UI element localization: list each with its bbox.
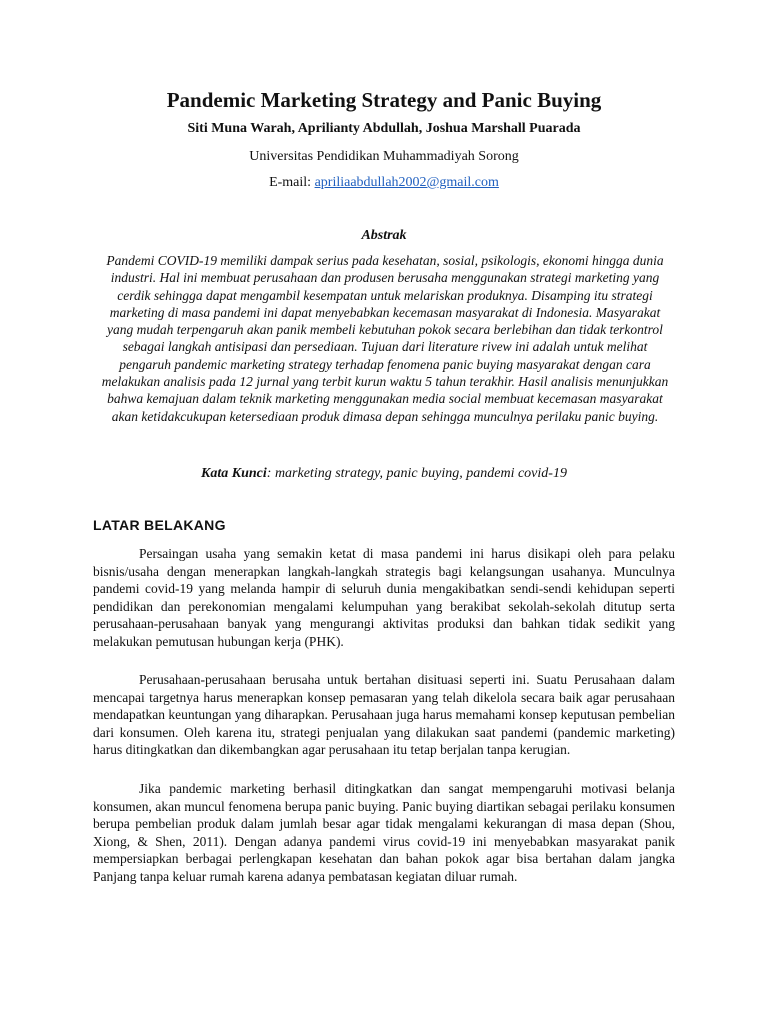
body-paragraph <box>93 545 675 651</box>
paragraph-text: Persaingan usaha yang semakin ketat di masa pandemi ini harus disikapi oleh para pelaku bisnis/usaha dengan menerapkan langkah-langkah strategis bagi kelangsungan usahanya. Munculnya pandemi covid-19 yang melanda hampir di seluruh dunia mengakibatkan sendi-sendi kehidupan seperti pendidikan dan perekonomian mengalami kelumpuhan yang berakibat sekolah-sekolah ditutup serta perusahaan-perusahaan banyak yang mengurangi aktivitas produksi dan bahkan tidak sedikit yang melakukan pemutusan hubungan kerja (PHK). <box>93 546 675 649</box>
keywords-text: : marketing strategy, panic buying, pandemi covid-19 <box>266 466 567 481</box>
abstract-body: Pandemi COVID-19 memiliki dampak serius pada kesehatan, sosial, psikologis, ekonomi hingga dunia industri. Hal ini membuat perusahaan dan produsen berusaha menggunakan strategi marketing yang cerdik sehingga dapat mengambil kesempatan untuk melariskan produknya. Disamping itu strategi marketing di masa pandemi ini dapat menyebabkan kecemasan masyarakat di Indonesia. Masyarakat yang mudah terpengaruh akan panik membeli kebutuhan pokok secara berlebihan dan tidak terkontrol sebagai langkah antisipasi dan persediaan. Tujuan dari literature rivew ini adalah untuk melihat pengaruh pandemic marketing strategy terhadap fenomena panic buying masyarakat dengan cara melakukan analisis pada 12 jurnal yang terbit kurun waktu 5 tahun terakhir. Hasil analisis menunjukkan bahwa kemajuan dalam teknik marketing menggunakan media social membuat kecemasan masyarakat akan ketidakcukupan ketersediaan produk dimasa depan sehingga munculnya perilaku panic buying. <box>101 253 669 424</box>
paragraph-text: Perusahaan-perusahaan berusaha untuk bertahan disituasi seperti ini. Suatu Perusahaan dalam mencapai targetnya harus menerapkan konsep pemasaran yang telah dikelola secara baik agar perusahaan mendapatkan keuntungan yang diharapkan. Perusahaan juga harus memahami konsep keputusan pembelian dari konsumen. Oleh karena itu, strategi penjualan yang dilakukan saat pandemi (pandemic marketing) harus ditingkatkan dan dikembangkan agar perusahaan itu tetap berjalan tanpa kerugian. <box>93 672 675 758</box>
paragraph-text: Jika pandemic marketing berhasil ditingkatkan dan sangat mempengaruhi motivasi belanja konsumen, akan muncul fenomena berupa panic buying. Panic buying diartikan sebagai perilaku konsumen berupa pembelian produk dalam jumlah besar agar tidak mengalami kekurangan di masa depan (Shou, Xiong, & Shen, 2011). Dengan adanya pandemi virus covid-19 ini menyebabkan masyarakat panik mempersiapkan berbagai perlengkapan kesehatan dan bahan pokok agar bisa bertahan dalam jangka Panjang tanpa keluar rumah karena adanya pembatasan kegiatan diluar rumah. <box>93 781 675 884</box>
paper-affiliation: Universitas Pendidikan Muhammadiyah Sorong <box>249 149 519 164</box>
email-label: E-mail: <box>269 175 312 190</box>
email-line <box>0 175 768 191</box>
body-paragraph <box>93 671 675 759</box>
keywords-line <box>0 466 768 482</box>
email-link[interactable]: apriliaabdullah2002@gmail.com <box>314 175 499 190</box>
paper-authors: Siti Muna Warah, Aprilianty Abdullah, Joshua Marshall Puarada <box>187 121 581 136</box>
paper-title: Pandemic Marketing Strategy and Panic Buying <box>166 88 602 112</box>
section-heading: LATAR BELAKANG <box>93 517 226 533</box>
abstract-heading: Abstrak <box>361 228 407 243</box>
body-paragraph <box>93 780 675 886</box>
keywords-label: Kata Kunci <box>201 466 267 481</box>
